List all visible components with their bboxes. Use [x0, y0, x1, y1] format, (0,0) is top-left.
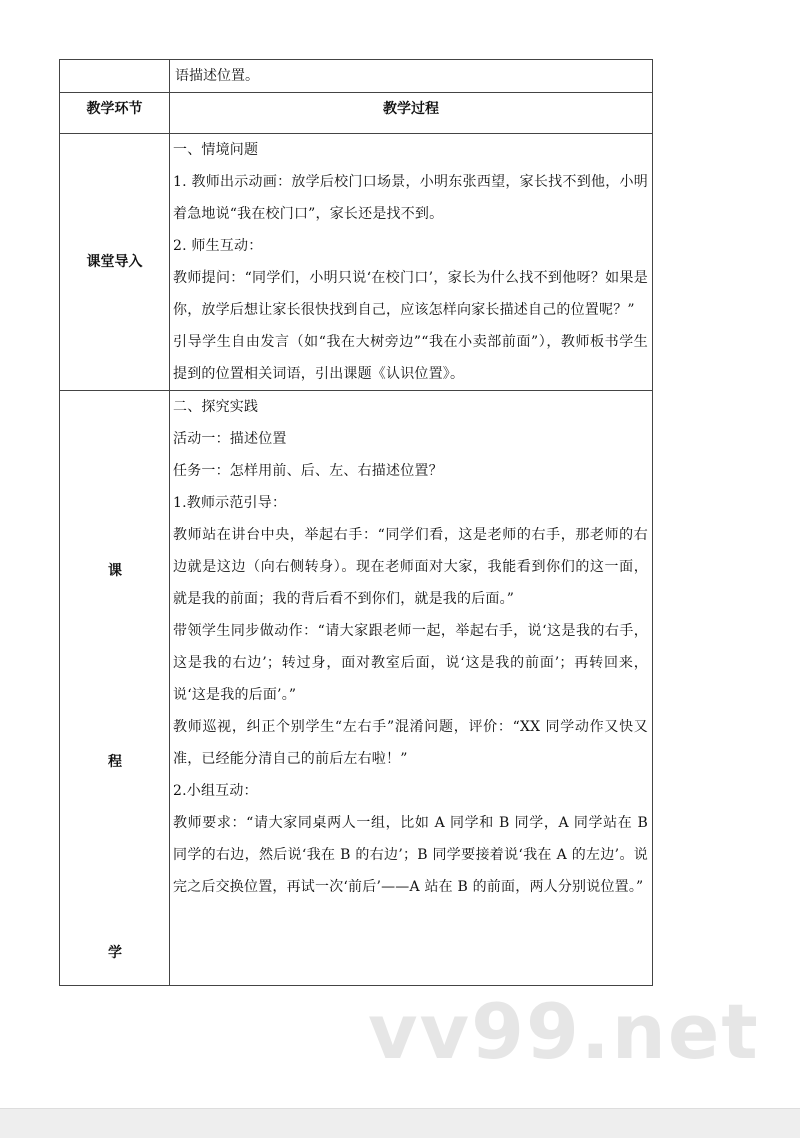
continued-text-cell: [170, 60, 653, 93]
intro-paragraph: 2. 师生互动：: [173, 238, 263, 254]
intro-row: [60, 134, 653, 391]
intro-stage: 课堂导入: [60, 134, 170, 391]
process-step: 2.小组互动：: [173, 783, 258, 799]
process-paragraph: 带领学生同步做动作：“请大家跟老师一起，举起右手，说‘这是我的右手，这是我的右边’；转过身，面对教室后面，说‘这是我的前面’；再转回来，说‘这是我的后面’。”: [173, 623, 648, 703]
process-task: 任务一：怎样用前、后、左、右描述位置？: [173, 463, 443, 479]
process-stage-char-2: 程: [108, 754, 122, 770]
process-stage-char-3: 学: [108, 945, 122, 961]
process-row: [60, 391, 653, 986]
process-paragraph: 教师要求：“请大家同桌两人一组，比如 A 同学和 B 同学，A 同学站在 B 同学的右边，然后说‘我在 B 的右边’；B 同学要接着说‘我在 A 的左边’。说完之后交换位置，再试一次‘前后’——A 站在 B 的前面，两人分别说位置。”: [173, 815, 648, 895]
continued-text: 语描述位置。: [175, 68, 259, 84]
header-row: [60, 93, 653, 134]
intro-paragraph: 教师提问：“同学们，小明只说‘在校门口’，家长为什么找不到他呀？如果是你，放学后想让家长很快找到自己，应该怎样向家长描述自己的位置呢？”: [173, 270, 648, 318]
intro-paragraph: 1. 教师出示动画：放学后校门口场景，小明东张西望，家长找不到他，小明着急地说“我在校门口”，家长还是找不到。: [173, 174, 648, 222]
header-process: 教学过程: [170, 93, 653, 134]
process-paragraph: 教师站在讲台中央，举起右手：“同学们看，这是老师的右手，那老师的右边就是这边（向右侧转身）。现在老师面对大家，我能看到你们的这一面，就是我的前面；我的背后看不到你们，就是我的后面。”: [173, 527, 648, 607]
header-stage: 教学环节: [60, 93, 170, 134]
process-step: 1.教师示范引导：: [173, 495, 287, 511]
process-content: [170, 391, 653, 986]
process-stage-char-1: 课: [108, 563, 122, 579]
process-stage: [60, 391, 170, 986]
intro-heading: 一、情境问题: [173, 142, 259, 158]
lesson-plan-table: [59, 59, 653, 986]
continued-row: [60, 60, 653, 93]
process-heading: 二、探究实践: [173, 399, 259, 415]
page-bottom-strip: [0, 1108, 800, 1138]
empty-stage-cell: [60, 60, 170, 93]
intro-content: [170, 134, 653, 391]
intro-paragraph: 引导学生自由发言（如“我在大树旁边”“我在小卖部前面”），教师板书学生提到的位置相关词语，引出课题《认识位置》。: [173, 334, 648, 382]
process-activity: 活动一：描述位置: [173, 431, 287, 447]
watermark: vv99.net: [368, 987, 760, 1076]
process-paragraph: 教师巡视，纠正个别学生“左右手”混淆问题，评价：“XX 同学动作又快又准，已经能分清自己的前后左右啦！”: [173, 719, 648, 767]
